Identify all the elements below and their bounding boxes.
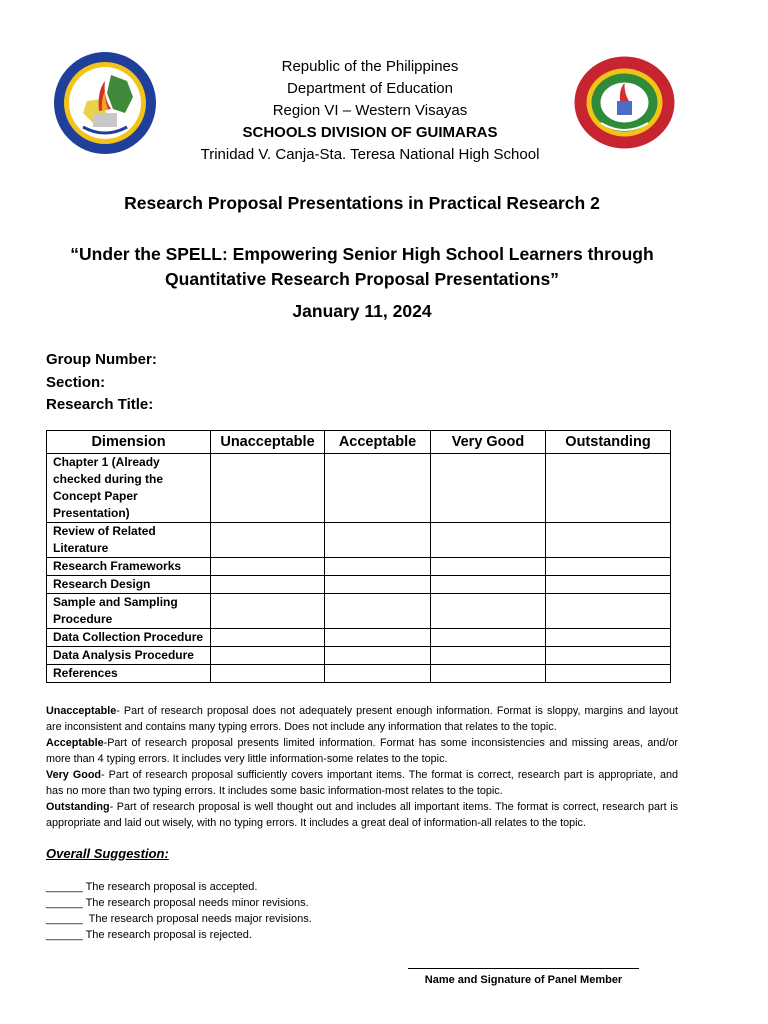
- score-cell[interactable]: [546, 454, 671, 523]
- score-cell[interactable]: [211, 454, 325, 523]
- rubric-table: [46, 430, 671, 683]
- suggestion-options: [46, 879, 312, 943]
- score-cell[interactable]: [325, 665, 431, 683]
- score-cell[interactable]: [546, 576, 671, 594]
- criteria-outstanding: Outstanding- Part of research proposal is well thought out and includes all important items. The format is correct, research part is appropriate and laid out wisely, with no typing errors. It includes a great deal of information-all relates to the topic.: [46, 801, 678, 829]
- score-cell[interactable]: [325, 558, 431, 576]
- criteria-very-good: Very Good- Part of research proposal sufficiently covers important items. The format is correct, research part is appropriate, and has no more than two typing errors. It includes some basic information-most relates to the topic.: [46, 769, 678, 797]
- score-cell[interactable]: [325, 576, 431, 594]
- score-cell[interactable]: [325, 523, 431, 558]
- score-cell[interactable]: [546, 647, 671, 665]
- document-header: [140, 56, 600, 166]
- document-date: January 11, 2024: [292, 301, 432, 321]
- table-row: [47, 665, 671, 683]
- col-header-acceptable: Acceptable: [325, 431, 431, 454]
- table-row: [47, 576, 671, 594]
- header-department: Department of Education: [287, 80, 453, 97]
- header-division: SCHOOLS DIVISION OF GUIMARAS: [242, 124, 498, 141]
- score-cell[interactable]: [325, 454, 431, 523]
- criteria-acceptable: Acceptable-Part of research proposal presents limited information. Format has some inconsistencies and missing areas, and/or more than 4 typing errors. It includes very little information-some relates to the topic.: [46, 737, 678, 765]
- score-cell[interactable]: [325, 594, 431, 629]
- signature-label: Name and Signature of Panel Member: [424, 974, 623, 986]
- score-cell[interactable]: [211, 558, 325, 576]
- dimension-cell: Data Analysis Procedure: [47, 647, 211, 665]
- option-accepted[interactable]: ______ The research proposal is accepted.: [46, 881, 258, 893]
- option-minor-revisions[interactable]: ______ The research proposal needs minor revisions.: [46, 897, 309, 909]
- col-header-outstanding: Outstanding: [546, 431, 671, 454]
- score-cell[interactable]: [546, 558, 671, 576]
- header-republic: Republic of the Philippines: [281, 58, 459, 75]
- dimension-cell: Review of Related Literature: [47, 523, 211, 558]
- section-label: Section:: [46, 373, 106, 391]
- col-header-unacceptable: Unacceptable: [211, 431, 325, 454]
- criteria-unacceptable: Unacceptable- Part of research proposal does not adequately present enough information. Format is sloppy, margins and layout are inconsistent and contains many typing errors. Does not include any information that relates to the topic.: [46, 705, 678, 733]
- score-cell[interactable]: [211, 629, 325, 647]
- score-cell[interactable]: [211, 594, 325, 629]
- score-cell[interactable]: [211, 576, 325, 594]
- header-region: Region VI – Western Visayas: [272, 102, 468, 119]
- dimension-cell: References: [47, 665, 211, 683]
- theme-title: [20, 242, 704, 292]
- score-cell[interactable]: [546, 523, 671, 558]
- dimension-cell: Research Design: [47, 576, 211, 594]
- info-fields: [46, 349, 157, 417]
- score-cell[interactable]: [431, 576, 546, 594]
- score-cell[interactable]: [431, 647, 546, 665]
- signature-line[interactable]: [408, 968, 639, 969]
- score-cell[interactable]: [431, 558, 546, 576]
- header-school: Trinidad V. Canja-Sta. Teresa National High School: [200, 146, 540, 163]
- table-row: [47, 647, 671, 665]
- theme-line-1: “Under the SPELL: Empowering Senior High School Learners through: [70, 244, 654, 264]
- rubric-header-row: [47, 431, 671, 454]
- col-header-dimension: Dimension: [47, 431, 211, 454]
- score-cell[interactable]: [431, 523, 546, 558]
- score-cell[interactable]: [431, 665, 546, 683]
- document-title: Research Proposal Presentations in Practical Research 2: [124, 193, 600, 213]
- dimension-cell: Data Collection Procedure: [47, 629, 211, 647]
- option-rejected[interactable]: ______ The research proposal is rejected.: [46, 929, 252, 941]
- score-cell[interactable]: [546, 594, 671, 629]
- criteria-descriptions: [46, 703, 678, 831]
- option-major-revisions[interactable]: ______ The research proposal needs major revisions.: [46, 913, 312, 925]
- score-cell[interactable]: [546, 629, 671, 647]
- score-cell[interactable]: [325, 647, 431, 665]
- overall-suggestion-title: Overall Suggestion:: [46, 846, 169, 861]
- score-cell[interactable]: [211, 647, 325, 665]
- dimension-cell: Sample and Sampling Procedure: [47, 594, 211, 629]
- research-title-label: Research Title:: [46, 396, 154, 413]
- score-cell[interactable]: [431, 454, 546, 523]
- col-header-very-good: Very Good: [431, 431, 546, 454]
- table-row: [47, 523, 671, 558]
- score-cell[interactable]: [431, 594, 546, 629]
- table-row: [47, 629, 671, 647]
- table-row: [47, 454, 671, 523]
- score-cell[interactable]: [431, 629, 546, 647]
- dimension-cell: Chapter 1 (Already checked during the Concept Paper Presentation): [47, 454, 211, 523]
- score-cell[interactable]: [211, 523, 325, 558]
- score-cell[interactable]: [211, 665, 325, 683]
- dimension-cell: Research Frameworks: [47, 558, 211, 576]
- group-number-label: Group Number:: [46, 351, 157, 368]
- table-row: [47, 558, 671, 576]
- theme-line-2: Quantitative Research Proposal Presentations”: [165, 269, 559, 289]
- table-row: [47, 594, 671, 629]
- score-cell[interactable]: [546, 665, 671, 683]
- score-cell[interactable]: [325, 629, 431, 647]
